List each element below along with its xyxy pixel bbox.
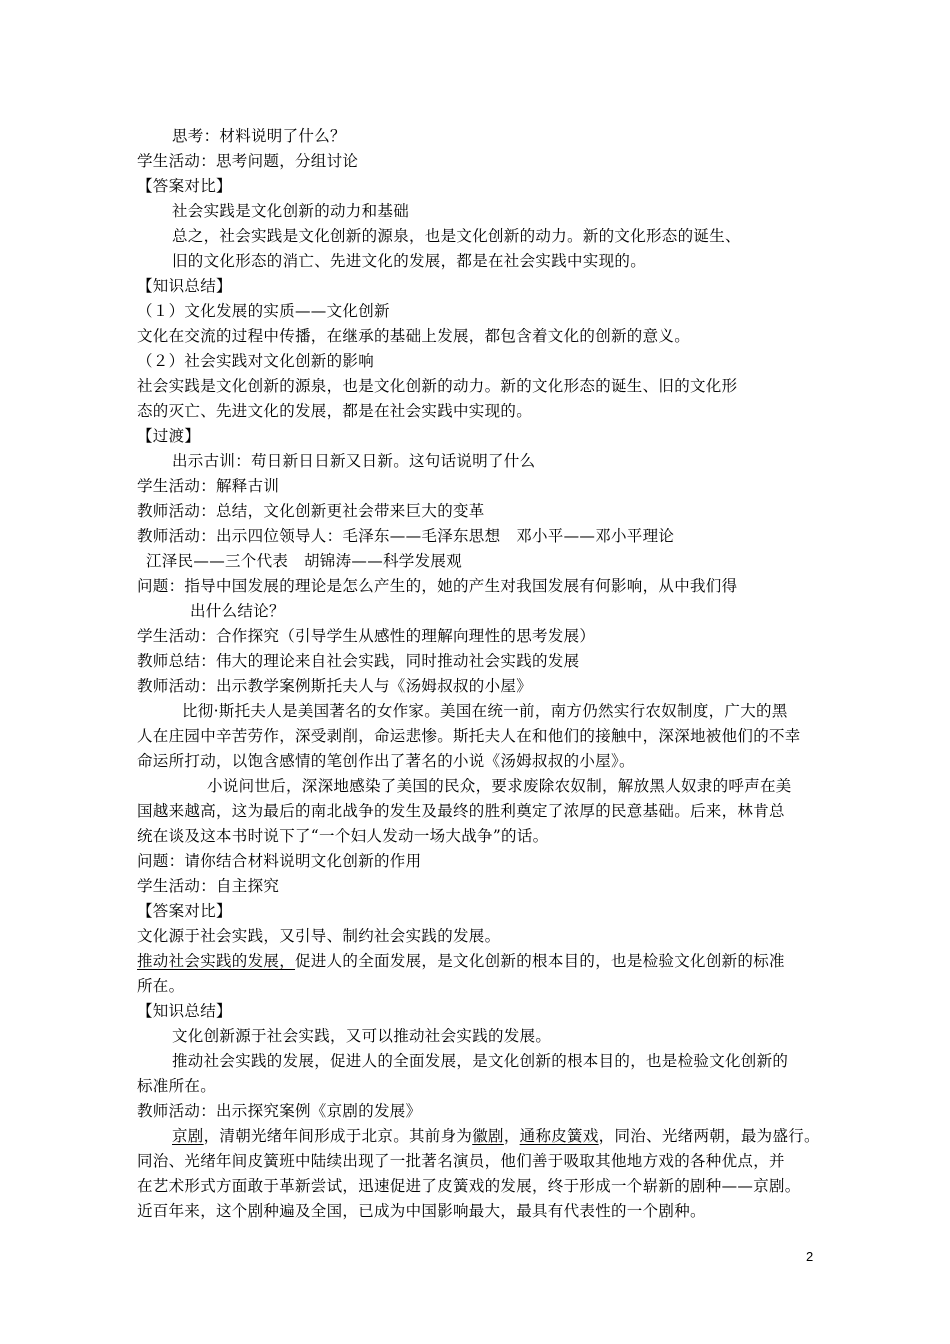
case-paragraph: 国越来越高，这为最后的南北战争的发生及最终的胜利奠定了浓厚的民意基础。后来，林肯总: [137, 802, 785, 820]
answer-line: 总之，社会实践是文化创新的源泉，也是文化创新的动力。新的文化形态的诞生、: [172, 227, 741, 245]
section-heading-summary: 【知识总结】: [137, 277, 232, 295]
question-line: 问题：请你结合材料说明文化创新的作用: [137, 852, 422, 870]
summary-text: 推动社会实践的发展，促进人的全面发展，是文化创新的根本目的，也是检验文化创新的: [172, 1052, 789, 1070]
teacher-activity-line: 教师活动：出示教学案例斯托夫人与《汤姆叔叔的小屋》: [137, 677, 533, 695]
case-paragraph: 比彻·斯托夫人是美国著名的女作家。美国在统一前，南方仍然实行农奴制度，广大的黑: [182, 702, 788, 720]
student-activity-line: 学生活动：思考问题，分组讨论: [137, 152, 359, 170]
summary-text: 文化创新源于社会实践，又可以推动社会实践的发展。: [172, 1027, 552, 1045]
section-heading-summary: 【知识总结】: [137, 1002, 232, 1020]
ancient-motto-line: 出示古训：苟日新日日新又日新。这句话说明了什么: [172, 452, 536, 470]
opera-paragraph: [172, 1124, 820, 1148]
teacher-activity-line: 教师活动：总结，文化创新更社会带来巨大的变革: [137, 502, 485, 520]
teacher-summary-line: 教师总结：伟大的理论来自社会实践，同时推动社会实践的发展: [137, 652, 580, 670]
summary-text: 文化在交流的过程中传播，在继承的基础上发展，都包含着文化的创新的意义。: [137, 327, 691, 345]
teacher-activity-line: 教师活动：出示探究案例《京剧的发展》: [137, 1102, 422, 1120]
opera-paragraph: 近百年来，这个剧种遍及全国，已成为中国影响最大，最具有代表性的一个剧种。: [137, 1202, 706, 1220]
underlined-term-huiju: 徽剧: [472, 1127, 504, 1145]
case-paragraph: 命运所打动，以饱含感情的笔创作出了著名的小说《汤姆叔叔的小屋》。: [137, 752, 635, 770]
teacher-activity-line: 教师活动：出示四位领导人：毛泽东——毛泽东思想 邓小平——邓小平理论: [137, 527, 675, 545]
answer-line: 旧的文化形态的消亡、先进文化的发展，都是在社会实践中实现的。: [172, 252, 647, 270]
answer-line: [137, 949, 785, 973]
student-activity-line: 学生活动：合作探究（引导学生从感性的理解向理性的思考发展）: [137, 627, 596, 645]
case-paragraph: 统在谈及这本书时说下了“一个妇人发动一场大战争”的话。: [137, 827, 549, 845]
answer-text: 促进人的全面发展，是文化创新的根本目的，也是检验文化创新的标准: [295, 952, 785, 970]
case-paragraph: 小说问世后，深深地感染了美国的民众，要求废除农奴制，解放黑人奴隶的呼声在美: [207, 777, 792, 795]
answer-line: 所在。: [137, 977, 185, 995]
section-heading-transition: 【过渡】: [137, 427, 201, 445]
case-paragraph: 人在庄园中辛苦劳作，深受剥削，命运悲惨。斯托夫人在和他们的接触中，深深地被他们的不幸: [137, 727, 801, 745]
leaders-line: 江泽民——三个代表 胡锦涛——科学发展观: [146, 552, 463, 570]
section-heading-answer: 【答案对比】: [137, 902, 232, 920]
paragraph-text: ，清朝光绪年间形成于北京。其前身为: [203, 1127, 473, 1145]
question-line: 问题：指导中国发展的理论是怎么产生的，她的产生对我国发展有何影响，从中我们得: [137, 577, 738, 595]
underlined-term-jingju: 京剧: [172, 1127, 204, 1145]
underlined-term-pihuang: 通称皮簧戏: [519, 1127, 599, 1145]
page-number: 2: [806, 1249, 814, 1264]
summary-text: 社会实践是文化创新的源泉，也是文化创新的动力。新的文化形态的诞生、旧的文化形: [137, 377, 738, 395]
summary-text: 标准所在。: [137, 1077, 217, 1095]
question-line: 出什么结论？: [190, 602, 285, 620]
paragraph-text: ，: [503, 1127, 520, 1145]
answer-line: 文化源于社会实践，又引导、制约社会实践的发展。: [137, 927, 501, 945]
opera-paragraph: 同治、光绪年间皮簧班中陆续出现了一批著名演员，他们善于吸取其他地方戏的各种优点，并: [137, 1152, 785, 1170]
underlined-phrase: 推动社会实践的发展，: [137, 952, 296, 970]
section-heading-answer: 【答案对比】: [137, 177, 232, 195]
student-activity-line: 学生活动：解释古训: [137, 477, 280, 495]
summary-text: 态的灭亡、先进文化的发展，都是在社会实践中实现的。: [137, 402, 533, 420]
student-activity-line: 学生活动：自主探究: [137, 877, 280, 895]
paragraph-text: ，同治、光绪两朝，最为盛行。: [598, 1127, 820, 1145]
answer-line: 社会实践是文化创新的动力和基础: [172, 202, 410, 220]
opera-paragraph: 在艺术形式方面敢于革新尝试，迅速促进了皮簧戏的发展，终于形成一个崭新的剧种——京剧。: [137, 1177, 801, 1195]
think-question: 思考：材料说明了什么？: [172, 127, 346, 145]
summary-point-1: （１）文化发展的实质——文化创新: [137, 302, 390, 320]
summary-point-2: （２）社会实践对文化创新的影响: [137, 352, 375, 370]
